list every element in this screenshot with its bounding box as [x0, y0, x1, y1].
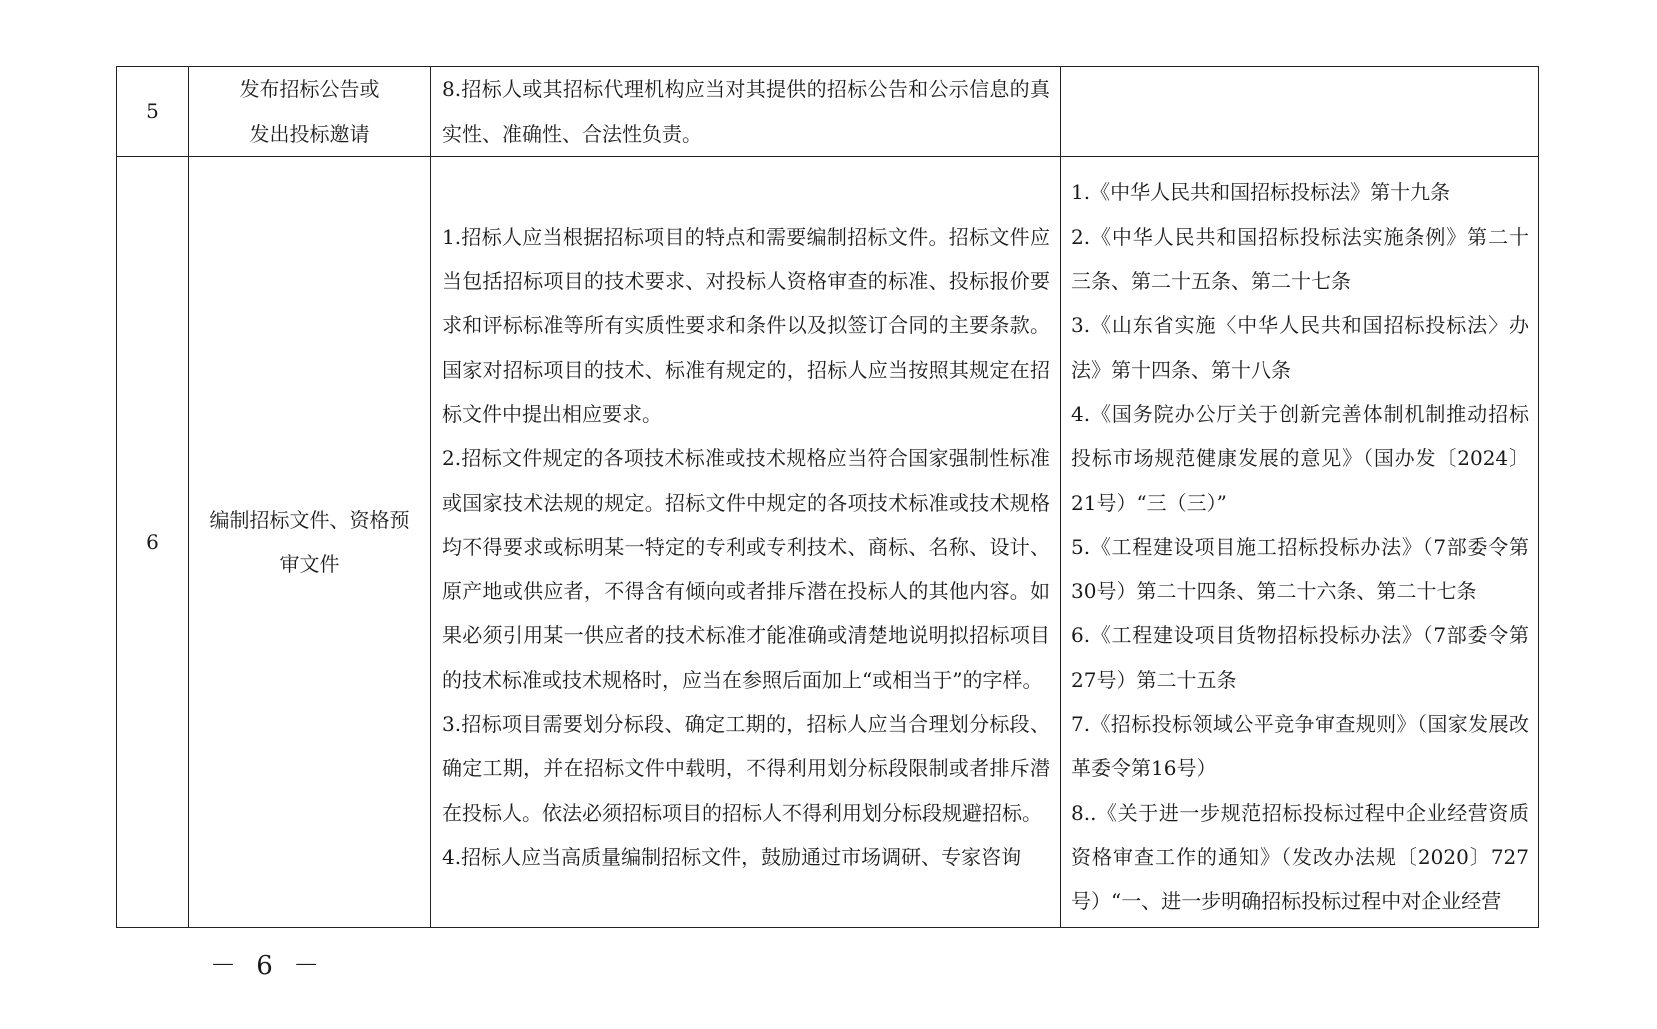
- step-name-cell: [189, 157, 431, 928]
- step-name-line: 审文件: [279, 552, 340, 576]
- step-name: [200, 498, 420, 587]
- legal-basis-item: 6.《工程建设项目货物招标投标办法》（7部委令第27号）第二十五条: [1071, 623, 1529, 692]
- requirement-item: 1.招标人应当根据招标项目的特点和需要编制招标文件。招标文件应当包括招标项目的技术要求、对投标人资格审查的标准、投标报价要求和评标标准等所有实质性要求和条件以及拟签订合同的主要条款。国家对招标项目的技术、标准有规定的，招标人应当按照其规定在招标文件中提出相应要求。: [442, 224, 1050, 426]
- step-name-line: 发布招标公告或: [239, 77, 380, 102]
- legal-basis-item: 7.《招标投标领域公平竞争审查规则》（国家发展改革委令第16号）: [1071, 712, 1529, 781]
- step-name-line: 发出投标邀请: [249, 121, 370, 146]
- legal-basis-item: 5.《工程建设项目施工招标投标办法》（7部委令第30号）第二十四条、第二十六条、第二十七条: [1071, 534, 1529, 604]
- row-number-cell: [117, 67, 189, 157]
- legal-basis-item: 4.《国务院办公厅关于创新完善体制机制推动招标投标市场规范健康发展的意见》（国办发〔2024〕21号）“三（三）”: [1071, 401, 1529, 515]
- legal-basis-cell: [1061, 67, 1539, 157]
- legal-basis-item: 2.《中华人民共和国招标投标法实施条例》第二十三条、第二十五条、第二十七条: [1071, 224, 1529, 294]
- requirement-item: 8.招标人或其招标代理机构应当对其提供的招标公告和公示信息的真实性、准确性、合法性负责。: [442, 77, 1050, 146]
- requirement-item: 3.招标项目需要划分标段、确定工期的，招标人应当合理划分标段、确定工期，并在招标文件中载明，不得利用划分标段限制或者排斥潜在投标人。依法必须招标项目的招标人不得利用划分标段规避招标。: [442, 712, 1050, 825]
- step-name-cell: [189, 67, 431, 157]
- requirements-cell: [431, 157, 1061, 928]
- legal-basis-cell: [1061, 157, 1539, 928]
- requirement-item: 4.招标人应当高质量编制招标文件，鼓励通过市场调研、专家咨询: [442, 844, 1022, 869]
- regulation-table: [116, 66, 1539, 928]
- page-number: － 6 －: [210, 951, 326, 981]
- legal-basis-item: 3.《山东省实施〈中华人民共和国招标投标法〉办法》第十四条、第十八条: [1071, 313, 1529, 382]
- row-number-cell: [117, 157, 189, 928]
- requirement-item: 2.招标文件规定的各项技术标准或技术规格应当符合国家强制性标准或国家技术法规的规定。招标文件中规定的各项技术标准或技术规格均不得要求或标明某一特定的专利或专利技术、商标、名称、设计、原产地或供应者，不得含有倾向或者排斥潜在投标人的其他内容。如果必须引用某一供应者的技术标准才能准确或清楚地说明拟招标项目的技术标准或技术规格时，应当在参照后面加上“或相当于”的字样。: [442, 446, 1050, 692]
- table-row: [117, 67, 1539, 157]
- legal-basis-item: 1.《中华人民共和国招标投标法》第十九条: [1071, 180, 1451, 205]
- step-name: [230, 67, 390, 156]
- row-number: 5: [146, 99, 159, 124]
- step-name-line: 编制招标文件、资格预: [209, 507, 410, 532]
- table-row: [117, 157, 1539, 928]
- row-number: 6: [146, 529, 159, 554]
- legal-basis-item: 8..《关于进一步规范招标投标过程中企业经营资质资格审查工作的通知》（发改办法规〔2020〕727号）“一、进一步明确招标投标过程中对企业经营: [1071, 800, 1529, 914]
- requirements-cell: [431, 67, 1061, 157]
